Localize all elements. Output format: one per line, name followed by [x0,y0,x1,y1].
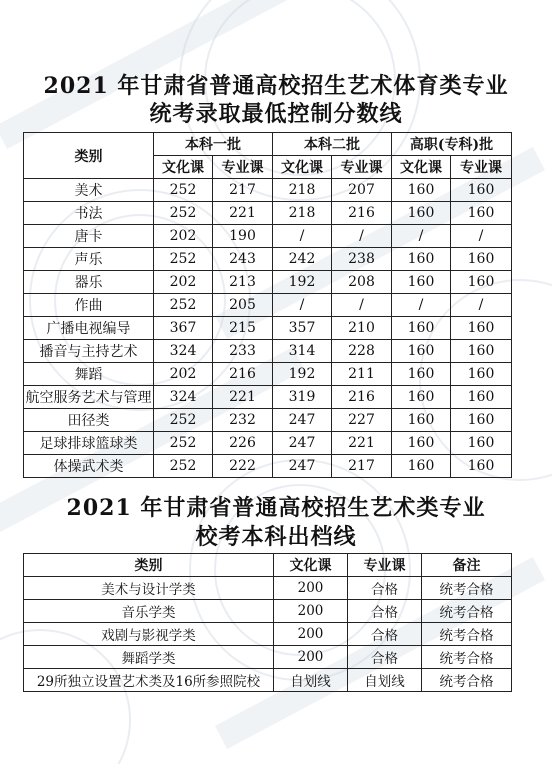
score-cell: 160 [451,363,512,386]
value-cell: 统考合格 [422,577,512,600]
table1-title-line1: 2021 年甘肃省普通高校招生艺术体育类专业 [43,73,509,99]
header-remark: 备注 [422,554,512,577]
score-cell: 217 [332,455,392,478]
score-cell: / [451,225,512,248]
table-row [24,363,512,386]
score-cell: 247 [273,455,332,478]
score-cell: / [451,294,512,317]
score-cell: 319 [273,386,332,409]
score-cell: 252 [154,179,213,202]
value-cell: 200 [274,577,348,600]
value-cell: 合格 [348,600,422,623]
score-cell: 160 [392,202,451,225]
value-cell: 统考合格 [422,646,512,669]
table-row [24,202,512,225]
school-exam-table [23,553,512,692]
row-category: 唐卡 [24,225,154,248]
score-cell: 252 [154,455,213,478]
score-cell: 160 [451,317,512,340]
score-cell: / [392,225,451,248]
table-row [24,669,512,692]
row-category: 美术 [24,179,154,202]
score-cell: 217 [213,179,273,202]
score-cell: / [273,294,332,317]
value-cell: 统考合格 [422,669,512,692]
row-category: 声乐 [24,248,154,271]
value-cell: 合格 [348,623,422,646]
table2-title-line2: 校考本科出档线 [195,524,357,550]
score-cell: 233 [213,340,273,363]
score-cell: 227 [332,409,392,432]
score-cell: 247 [273,409,332,432]
score-cell: 160 [392,340,451,363]
header-major: 专业课 [451,156,512,179]
row-category: 音乐学类 [24,600,274,623]
score-cell: 202 [154,271,213,294]
row-category: 广播电视编导 [24,317,154,340]
score-cell: 160 [392,432,451,455]
score-cell: 160 [451,432,512,455]
score-cell: 160 [451,386,512,409]
header-culture: 文化课 [274,554,348,577]
score-cell: 216 [332,202,392,225]
row-category: 作曲 [24,294,154,317]
score-cell: 243 [213,248,273,271]
row-category: 书法 [24,202,154,225]
score-cell: 324 [154,340,213,363]
score-cell: 222 [213,455,273,478]
row-category: 戏剧与影视学类 [24,623,274,646]
header-culture: 文化课 [392,156,451,179]
score-cell: / [392,294,451,317]
table-row [24,623,512,646]
score-cell: 252 [154,294,213,317]
table-row [24,340,512,363]
score-cell: 247 [273,432,332,455]
header-category: 类别 [24,133,154,179]
table-row [24,409,512,432]
score-cell: 215 [213,317,273,340]
score-cell: 324 [154,386,213,409]
score-cell: 160 [451,340,512,363]
score-cell: 202 [154,225,213,248]
table-row [24,179,512,202]
row-category: 体操武术类 [24,455,154,478]
value-cell: 自划线 [274,669,348,692]
table-row [24,271,512,294]
header-major: 专业课 [332,156,392,179]
score-cell: 221 [213,386,273,409]
score-cell: 210 [332,317,392,340]
value-cell: 统考合格 [422,623,512,646]
score-cell: 221 [213,202,273,225]
table-row [24,600,512,623]
score-cell: 252 [154,409,213,432]
score-cell: 213 [213,271,273,294]
score-cell: 216 [332,386,392,409]
row-category: 器乐 [24,271,154,294]
table1-title-line2: 统考录取最低控制分数线 [149,101,403,127]
score-cell: 228 [332,340,392,363]
value-cell: 自划线 [348,669,422,692]
header-culture: 文化课 [154,156,213,179]
score-cell: 160 [392,386,451,409]
score-cell: 252 [154,202,213,225]
value-cell: 200 [274,623,348,646]
score-cell: 192 [273,271,332,294]
row-category: 29所独立设置艺术类及16所参照院校 [24,669,274,692]
table-row [24,646,512,669]
value-cell: 统考合格 [422,600,512,623]
table-row [24,317,512,340]
score-cell: 218 [273,202,332,225]
header-batch-vocational: 高职(专科)批 [392,133,512,156]
score-cell: / [273,225,332,248]
table2-title-line1: 2021 年甘肃省普通高校招生艺术类专业 [66,495,486,521]
table-row [24,248,512,271]
row-category: 足球排球篮球类 [24,432,154,455]
score-cell: 252 [154,432,213,455]
score-cell: 242 [273,248,332,271]
score-cell: 192 [273,363,332,386]
score-cell: 160 [451,248,512,271]
header-category: 类别 [24,554,274,577]
value-cell: 200 [274,646,348,669]
score-cell: 160 [392,409,451,432]
score-cell: 208 [332,271,392,294]
header-major: 专业课 [348,554,422,577]
row-category: 舞蹈学类 [24,646,274,669]
score-cell: 216 [213,363,273,386]
score-cell: 226 [213,432,273,455]
row-category: 舞蹈 [24,363,154,386]
score-cell: 190 [213,225,273,248]
score-table-unified [23,132,512,478]
score-cell: 160 [451,409,512,432]
score-cell: 160 [392,248,451,271]
header-major: 专业课 [213,156,273,179]
value-cell: 合格 [348,646,422,669]
score-cell: 202 [154,363,213,386]
row-category: 田径类 [24,409,154,432]
score-cell: 221 [332,432,392,455]
row-category: 航空服务艺术与管理 [24,386,154,409]
table-row [24,386,512,409]
row-category: 播音与主持艺术 [24,340,154,363]
score-cell: 160 [451,455,512,478]
value-cell: 200 [274,600,348,623]
score-cell: 160 [392,455,451,478]
score-cell: 207 [332,179,392,202]
score-cell: / [332,294,392,317]
score-cell: 211 [332,363,392,386]
score-cell: 160 [392,271,451,294]
score-cell: 205 [213,294,273,317]
score-cell: 238 [332,248,392,271]
table-row [24,455,512,478]
score-cell: 160 [392,179,451,202]
score-cell: 232 [213,409,273,432]
score-cell: 160 [451,179,512,202]
score-cell: 160 [451,271,512,294]
score-cell: 367 [154,317,213,340]
score-cell: / [332,225,392,248]
table-row [24,225,512,248]
score-cell: 314 [273,340,332,363]
score-cell: 160 [451,202,512,225]
row-category: 美术与设计学类 [24,577,274,600]
score-cell: 160 [392,363,451,386]
table-row [24,432,512,455]
score-cell: 252 [154,248,213,271]
table-row [24,294,512,317]
header-culture: 文化课 [273,156,332,179]
score-cell: 218 [273,179,332,202]
value-cell: 合格 [348,577,422,600]
score-cell: 160 [392,317,451,340]
header-batch-1: 本科一批 [154,133,273,156]
table-row [24,577,512,600]
header-batch-2: 本科二批 [273,133,392,156]
score-cell: 357 [273,317,332,340]
